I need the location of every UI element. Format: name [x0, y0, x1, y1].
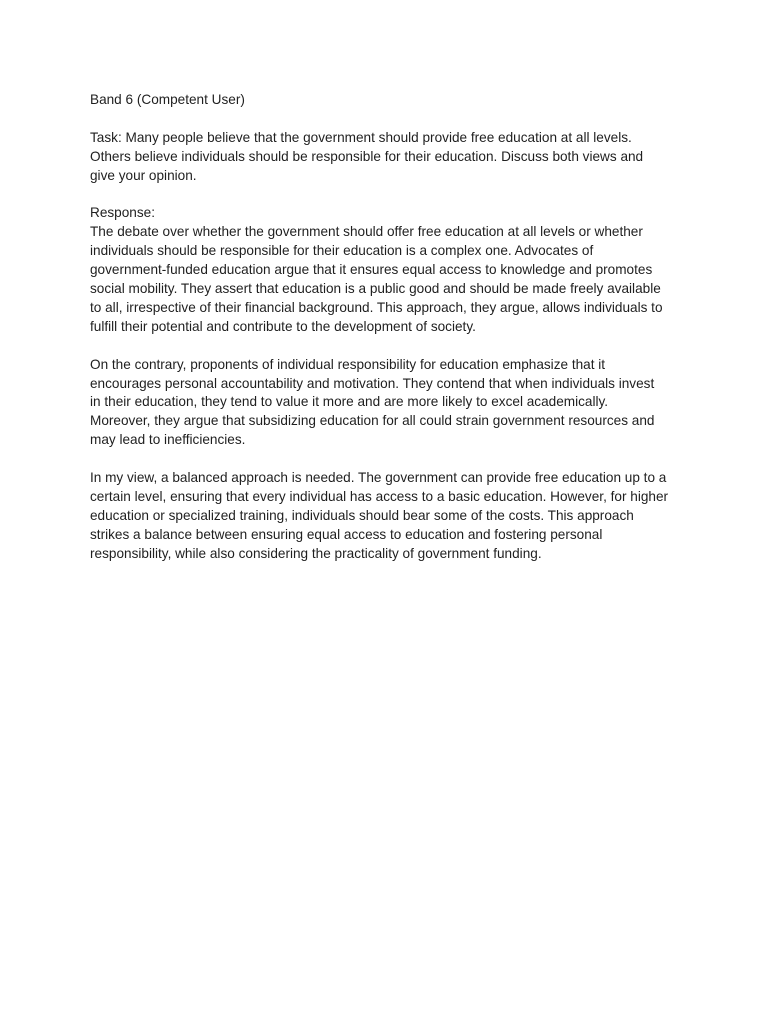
paragraph-line: fulfill their potential and contribute to the development of society.	[90, 318, 476, 334]
paragraph-line: In my view, a balanced approach is needed. The government can provide free education up to a	[90, 470, 667, 486]
paragraph-line: government-funded education argue that it ensures equal access to knowledge and promotes	[90, 262, 653, 278]
spacer	[90, 337, 690, 356]
task-line: Task: Many people believe that the government should provide free education at all levels.	[90, 129, 632, 145]
paragraph-line: individuals should be responsible for their education is a complex one. Advocates of	[90, 243, 594, 259]
paragraph-line: to all, irrespective of their financial background. This approach, they argue, allows individuals to	[90, 299, 663, 315]
response-paragraph-1	[90, 223, 690, 336]
paragraph-line: may lead to inefficiencies.	[90, 432, 246, 448]
response-paragraph-2	[90, 356, 690, 451]
paragraph-line: On the contrary, proponents of individual responsibility for education emphasize that it	[90, 356, 606, 372]
response-label: Response:	[90, 205, 155, 221]
paragraph-line: strikes a balance between ensuring equal access to education and fostering personal	[90, 526, 603, 542]
paragraph-line: certain level, ensuring that every individual has access to a basic education. However, for higher	[90, 488, 669, 504]
paragraph-line: Moreover, they argue that subsidizing education for all could strain government resources and	[90, 413, 655, 429]
spacer	[90, 186, 690, 205]
paragraph-line: The debate over whether the government should offer free education at all levels or whether	[90, 224, 643, 240]
task-line: Others believe individuals should be responsible for their education. Discuss both views and	[90, 148, 644, 164]
paragraph-line: encourages personal accountability and motivation. They contend that when individuals invest	[90, 375, 655, 391]
paragraph-line: responsibility, while also considering the practicality of government funding.	[90, 545, 542, 561]
paragraph-line: education or specialized training, individuals should bear some of the costs. This approach	[90, 507, 634, 523]
paragraph-line: social mobility. They assert that education is a public good and should be made freely available	[90, 281, 661, 297]
document-body	[90, 91, 690, 564]
document-heading: Band 6 (Competent User)	[90, 92, 245, 107]
task-prompt	[90, 129, 690, 186]
paragraph-line: in their education, they tend to value it more and are more likely to excel academically.	[90, 394, 609, 410]
spacer	[90, 450, 690, 469]
task-line: give your opinion.	[90, 167, 197, 183]
response-paragraph-3	[90, 469, 690, 564]
spacer	[90, 110, 690, 129]
